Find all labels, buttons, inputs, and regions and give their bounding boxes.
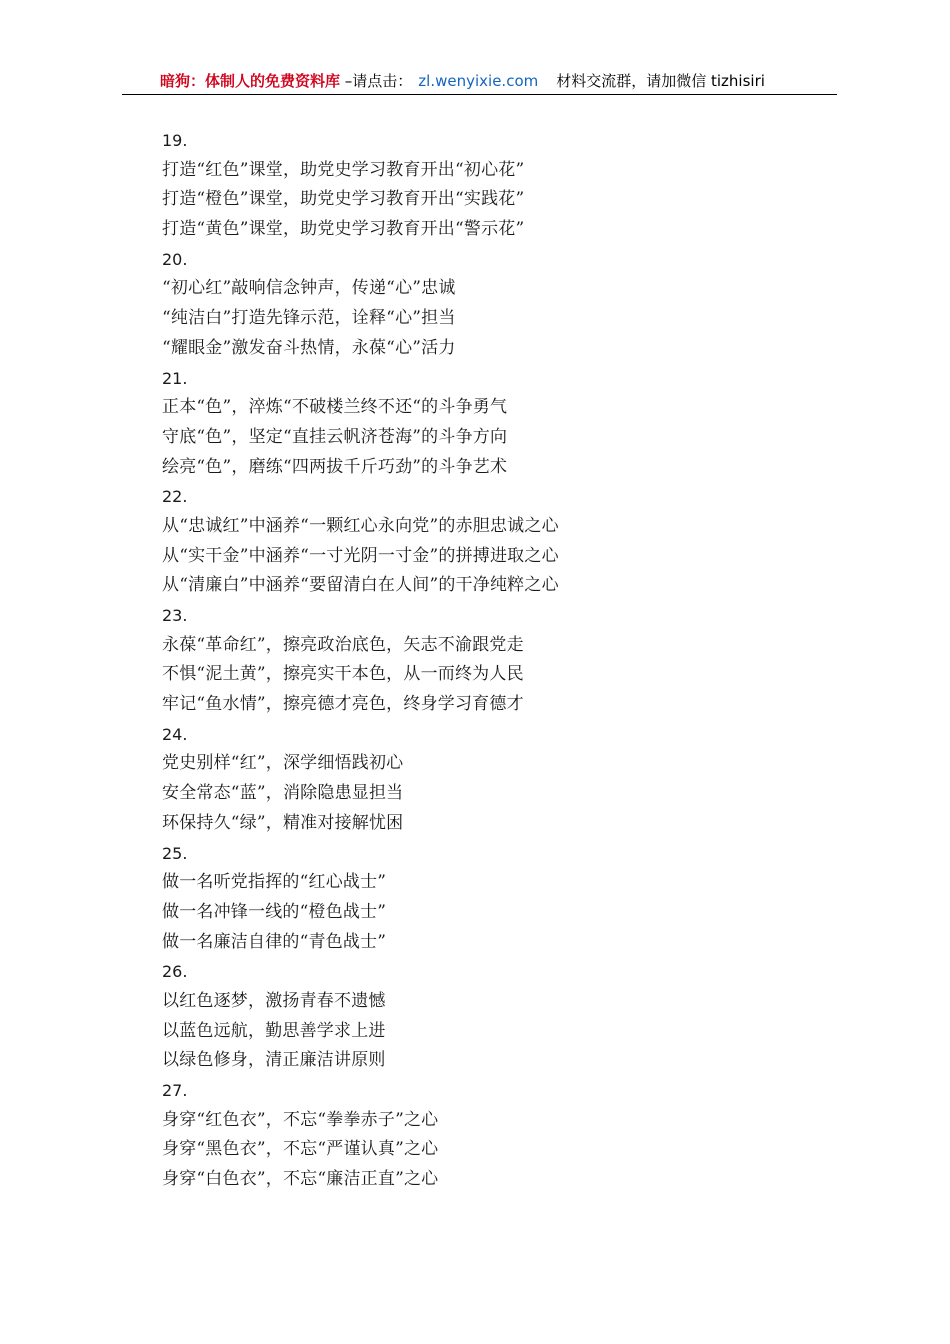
document-body bbox=[162, 126, 862, 1195]
slogan-line: 做一名听党指挥的“红心战士” bbox=[162, 872, 387, 893]
section-26 bbox=[162, 957, 862, 1076]
slogan-line: 永葆“革命红”，擦亮政治底色，矢志不渝跟党走 bbox=[162, 634, 524, 655]
section-22 bbox=[162, 482, 862, 601]
slogan-line: 打造“黄色”课堂，助党史学习教育开出“警示花” bbox=[162, 219, 525, 240]
section-number: 26. bbox=[162, 962, 188, 982]
slogan-line: 做一名冲锋一线的“橙色战士” bbox=[162, 901, 387, 922]
header-brand: 暗狗：体制人的免费资料库 bbox=[160, 72, 341, 90]
slogan-line: 以绿色修身，清正廉洁讲原则 bbox=[162, 1050, 386, 1071]
slogan-line: 从“实干金”中涵养“一寸光阴一寸金”的拼搏进取之心 bbox=[162, 545, 559, 566]
section-number: 19. bbox=[162, 131, 188, 150]
slogan-line: 从“清廉白”中涵养“要留清白在人间”的干净纯粹之心 bbox=[162, 575, 559, 596]
slogan-line: 打造“橙色”课堂，助党史学习教育开出“实践花” bbox=[162, 189, 525, 210]
slogan-line: 身穿“白色衣”，不忘“廉洁正直”之心 bbox=[162, 1169, 439, 1190]
section-number: 21. bbox=[162, 368, 188, 388]
section-20 bbox=[162, 245, 862, 364]
slogan-line: “纯洁白”打造先锋示范，诠释“心”担当 bbox=[162, 308, 456, 329]
slogan-line: 打造“红色”课堂，助党史学习教育开出“初心花” bbox=[162, 159, 525, 180]
slogan-line: 守底“色”，坚定“直挂云帆济苍海”的斗争方向 bbox=[162, 426, 508, 447]
header-group-info: 材料交流群，请加微信 tizhisiri bbox=[556, 72, 765, 90]
slogan-line: 做一名廉洁自律的“青色战士” bbox=[162, 931, 387, 952]
slogan-line: “初心红”敲响信念钟声，传递“心”忠诚 bbox=[162, 278, 456, 299]
slogan-line: 环保持久“绿”，精准对接解忧困 bbox=[162, 812, 404, 833]
slogan-line: 从“忠诚红”中涵养“一颗红心永向党”的赤胆忠诚之心 bbox=[162, 515, 559, 536]
section-number: 22. bbox=[162, 487, 188, 507]
slogan-line: “耀眼金”激发奋斗热情，永葆“心”活力 bbox=[162, 337, 456, 358]
section-23 bbox=[162, 601, 862, 720]
slogan-line: 安全常态“蓝”，消除隐患显担当 bbox=[162, 783, 404, 804]
slogan-line: 身穿“红色衣”，不忘“拳拳赤子”之心 bbox=[162, 1109, 439, 1130]
section-27 bbox=[162, 1076, 862, 1195]
header-url-link[interactable]: zl.wenyixie.com bbox=[418, 72, 539, 90]
section-number: 23. bbox=[162, 606, 188, 625]
slogan-line: 正本“色”，淬炼“不破楼兰终不还“的斗争勇气 bbox=[162, 397, 508, 418]
slogan-line: 以红色逐梦，激扬青春不遗憾 bbox=[162, 990, 386, 1011]
section-21 bbox=[162, 364, 862, 483]
slogan-line: 党史别样“红”，深学细悟践初心 bbox=[162, 753, 404, 774]
section-number: 25. bbox=[162, 843, 188, 863]
section-25 bbox=[162, 839, 862, 958]
section-19 bbox=[162, 126, 862, 245]
slogan-line: 绘亮“色”，磨练“四两拔千斤巧劲”的斗争艺术 bbox=[162, 456, 508, 477]
page-header bbox=[122, 68, 837, 95]
slogan-line: 以蓝色远航，勤思善学求上进 bbox=[162, 1020, 386, 1041]
section-number: 20. bbox=[162, 249, 188, 269]
slogan-line: 牢记“鱼水情”，擦亮德才亮色，终身学习育德才 bbox=[162, 694, 524, 715]
section-24 bbox=[162, 720, 862, 839]
slogan-line: 身穿“黑色衣”，不忘“严谨认真”之心 bbox=[162, 1139, 439, 1160]
section-number: 24. bbox=[162, 724, 188, 744]
header-prompt: –请点击： bbox=[340, 72, 413, 90]
slogan-line: 不惧“泥土黄”，擦亮实干本色，从一而终为人民 bbox=[162, 664, 524, 685]
section-number: 27. bbox=[162, 1081, 188, 1100]
